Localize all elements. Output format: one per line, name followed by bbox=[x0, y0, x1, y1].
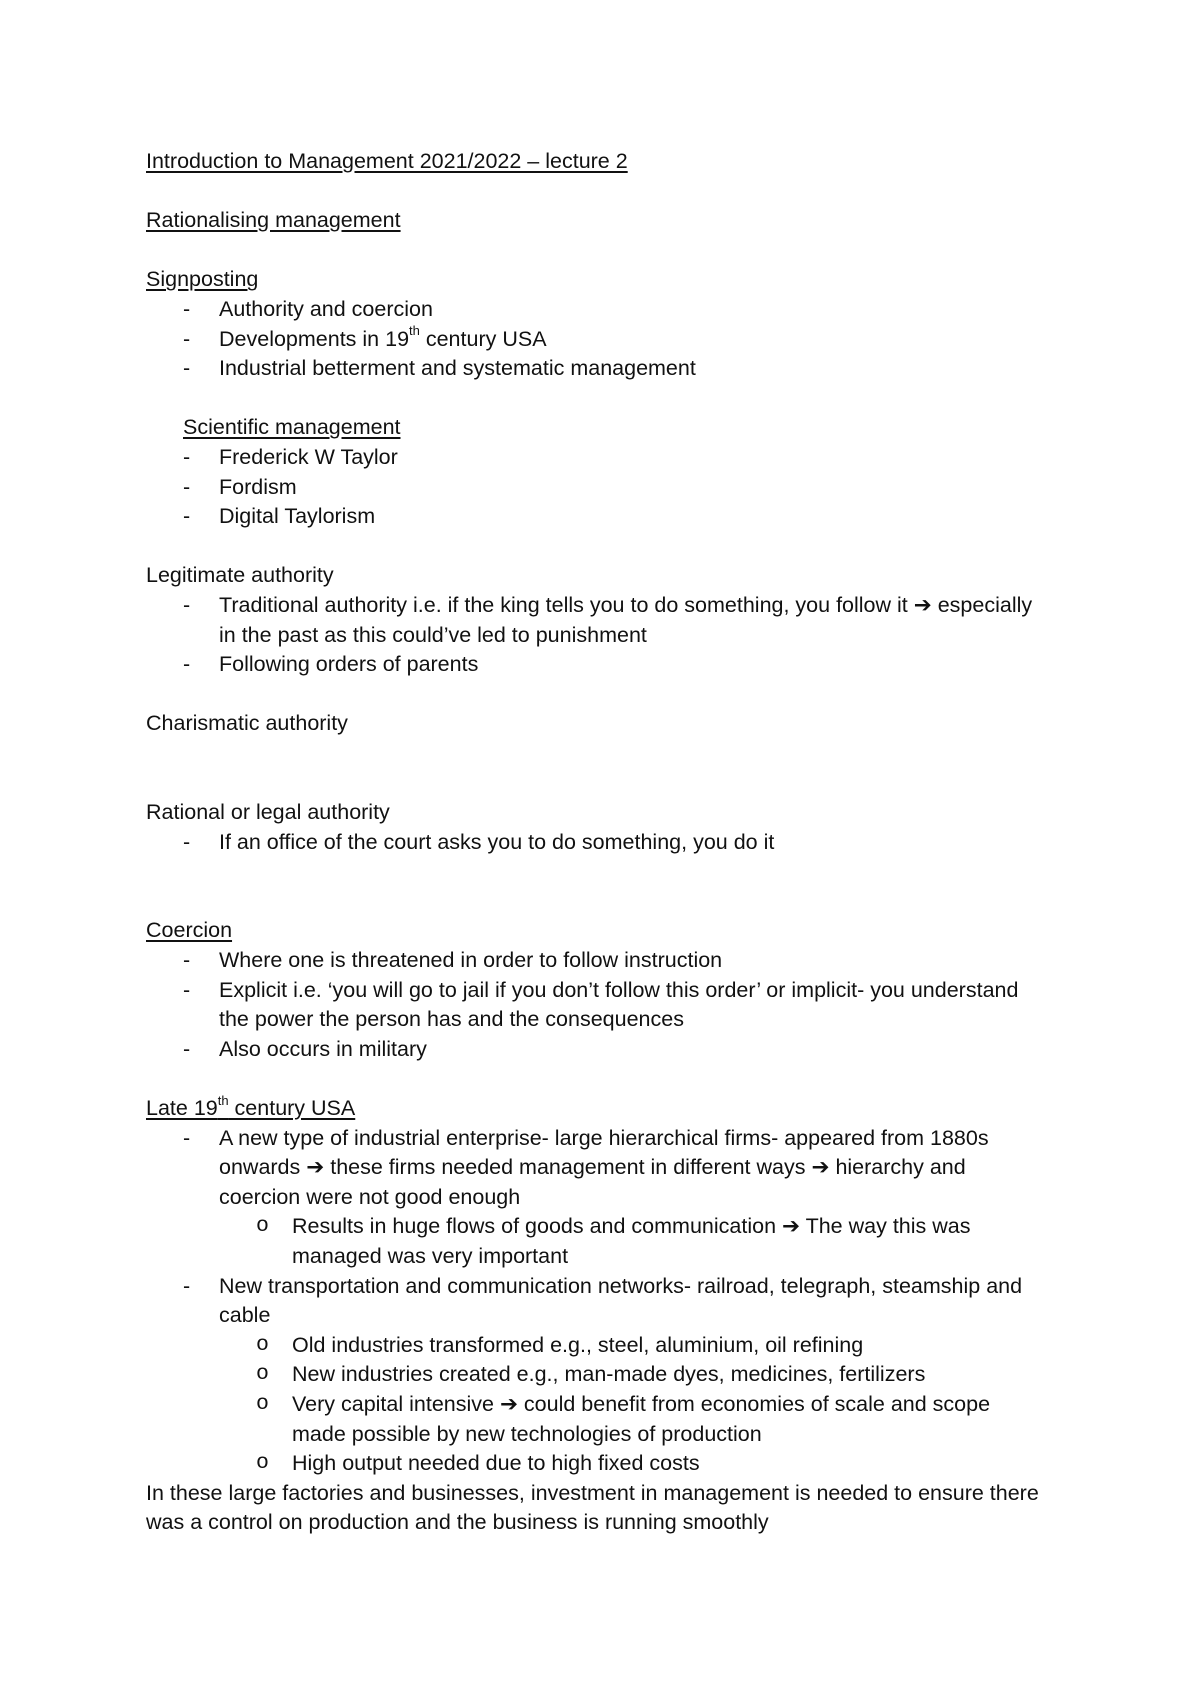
list-item: - New transportation and communication networks- railroad, telegraph, steamship and cable o Old industries transformed e.g., steel, aluminium, oil refining o New industries created e.g., man-made dyes, medicines, fertilizers o Very capital intensive ➔ could benefit from economies of scale and scope made possible by new technologies of production o High output needed due to high fixed costs bbox=[146, 1272, 1046, 1479]
scientific-heading: Scientific management bbox=[183, 415, 401, 440]
dash-bullet: - bbox=[183, 592, 191, 617]
dash-bullet: - bbox=[183, 444, 191, 469]
sub-list bbox=[219, 1331, 1046, 1479]
legitimate-list bbox=[146, 591, 1046, 680]
document-subtitle: Rationalising management bbox=[146, 208, 401, 233]
sub-list-item: o Results in huge flows of goods and communication ➔ The way this was managed was very important bbox=[256, 1214, 971, 1268]
dash-bullet: - bbox=[183, 829, 191, 854]
sub-list bbox=[219, 1212, 1046, 1271]
signposting-heading: Signposting bbox=[146, 267, 259, 292]
late19-list bbox=[146, 1124, 1046, 1479]
dash-bullet: - bbox=[183, 296, 191, 321]
list-item: - Fordism bbox=[146, 473, 1046, 503]
coercion-list bbox=[146, 946, 1046, 1064]
list-item: - Following orders of parents bbox=[146, 650, 1046, 680]
dash-bullet: - bbox=[183, 504, 191, 529]
list-item: - Industrial betterment and systematic management bbox=[146, 354, 1046, 384]
document-title: Introduction to Management 2021/2022 – lecture 2 bbox=[146, 149, 628, 173]
list-item: - Authority and coercion bbox=[146, 295, 1046, 325]
list-item: - Developments in 19th century USA bbox=[146, 325, 1046, 355]
list-item: - Frederick W Taylor bbox=[146, 443, 1046, 473]
dash-bullet: - bbox=[183, 1036, 191, 1061]
dash-bullet: - bbox=[183, 652, 191, 677]
document-page bbox=[146, 147, 1046, 1538]
sub-list-item: o Very capital intensive ➔ could benefit from economies of scale and scope made possible by new technologies of production bbox=[256, 1391, 991, 1446]
dash-bullet: - bbox=[183, 356, 191, 381]
list-item: - Also occurs in military bbox=[146, 1035, 1046, 1065]
list-item: - Where one is threatened in order to follow instruction bbox=[146, 946, 1046, 976]
rational-list bbox=[146, 828, 1046, 858]
rational-heading: Rational or legal authority bbox=[146, 800, 390, 825]
dash-bullet: - bbox=[183, 1273, 191, 1298]
circle-bullet: o bbox=[256, 1451, 269, 1476]
sub-list-item: o New industries created e.g., man-made dyes, medicines, fertilizers bbox=[219, 1360, 1046, 1390]
dash-bullet: - bbox=[183, 1125, 191, 1150]
charismatic-heading: Charismatic authority bbox=[146, 711, 348, 736]
circle-bullet: o bbox=[256, 1332, 269, 1357]
list-item: - Explicit i.e. ‘you will go to jail if you don’t follow this order’ or implicit- you understand the power the person has and the consequences bbox=[183, 977, 1019, 1032]
circle-bullet: o bbox=[256, 1214, 269, 1239]
legitimate-heading: Legitimate authority bbox=[146, 563, 334, 588]
late19-heading: Late 19th century USA bbox=[146, 1092, 356, 1120]
signposting-list bbox=[146, 295, 1046, 384]
list-item: - Digital Taylorism bbox=[146, 502, 1046, 532]
dash-bullet: - bbox=[183, 948, 191, 973]
dash-bullet: - bbox=[183, 326, 191, 351]
list-item: - A new type of industrial enterprise- large hierarchical firms- appeared from 1880s onwards ➔ these firms needed management in different ways ➔ hierarchy and coercion were not good enough o Results in huge flows of goods and communication ➔ The way this was managed was very important bbox=[146, 1124, 1046, 1272]
list-item: - If an office of the court asks you to do something, you do it bbox=[146, 828, 1046, 858]
sub-list-item: o Old industries transformed e.g., steel, aluminium, oil refining bbox=[219, 1331, 1046, 1361]
sub-list-item: o High output needed due to high fixed costs bbox=[219, 1449, 1046, 1479]
circle-bullet: o bbox=[256, 1362, 269, 1387]
scientific-list bbox=[146, 443, 1046, 532]
circle-bullet: o bbox=[256, 1391, 269, 1416]
dash-bullet: - bbox=[183, 474, 191, 499]
list-item: - Traditional authority i.e. if the king tells you to do something, you follow it ➔ especially in the past as this could’ve led to punishment bbox=[183, 592, 1033, 647]
closing-paragraph: In these large factories and businesses, investment in management is needed to ensure there was a control on production and the business is running smoothly bbox=[146, 1480, 1039, 1535]
coercion-heading: Coercion bbox=[146, 918, 233, 943]
dash-bullet: - bbox=[183, 977, 191, 1002]
